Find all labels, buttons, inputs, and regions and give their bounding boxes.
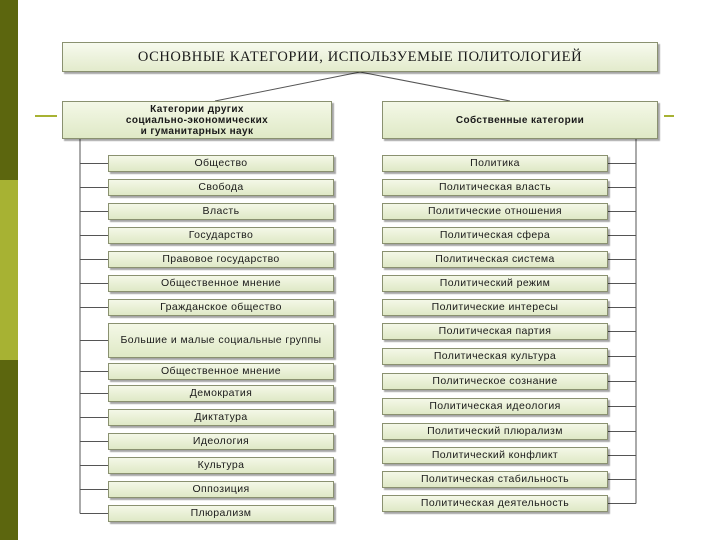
left-category-item: Общество [108,155,334,172]
left-category-item: Плюрализм [108,505,334,522]
left-category-item: Гражданское общество [108,299,334,316]
connector-title-right [360,72,510,101]
left-column-header: Категории других социально-экономических и гуманитарных наук [62,101,332,139]
left-category-item: Общественное мнение [108,363,334,380]
right-category-item: Политическая система [382,251,608,268]
right-category-item: Политический плюрализм [382,423,608,440]
left-category-item: Правовое государство [108,251,334,268]
left-category-item: Власть [108,203,334,220]
right-column-header: Собственные категории [382,101,658,139]
connector-title-left [215,72,360,101]
right-category-item: Политический режим [382,275,608,292]
right-category-item: Политическая власть [382,179,608,196]
left-category-item: Идеология [108,433,334,450]
right-category-item: Политическое сознание [382,373,608,390]
right-category-item: Политическая сфера [382,227,608,244]
right-category-item: Политический конфликт [382,447,608,464]
right-category-item: Политическая деятельность [382,495,608,512]
left-category-item: Диктатура [108,409,334,426]
left-category-item: Культура [108,457,334,474]
left-category-item: Общественное мнение [108,275,334,292]
left-category-item: Демократия [108,385,334,402]
left-category-item: Оппозиция [108,481,334,498]
left-category-item: Большие и малые социальные группы [108,323,334,358]
diagram-title: ОСНОВНЫЕ КАТЕГОРИИ, ИСПОЛЬЗУЕМЫЕ ПОЛИТОЛОГИЕЙ [62,42,658,72]
right-category-item: Политические интересы [382,299,608,316]
right-category-item: Политические отношения [382,203,608,220]
right-category-item: Политическая партия [382,323,608,340]
left-category-item: Свобода [108,179,334,196]
right-category-item: Политическая идеология [382,398,608,415]
left-category-item: Государство [108,227,334,244]
right-category-item: Политика [382,155,608,172]
right-category-item: Политическая культура [382,348,608,365]
right-category-item: Политическая стабильность [382,471,608,488]
